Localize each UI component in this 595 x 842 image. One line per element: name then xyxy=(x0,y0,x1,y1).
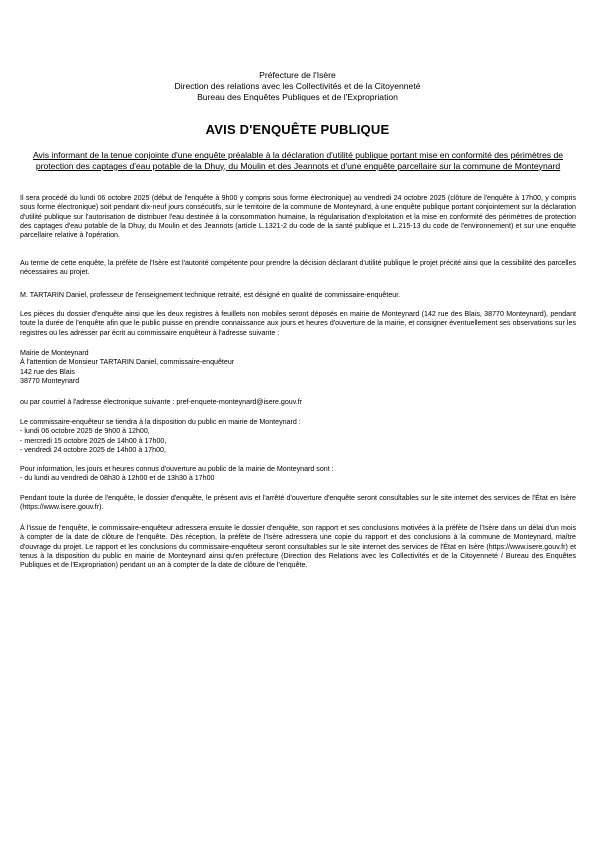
permanence-item: - lundi 06 octobre 2025 de 9h00 à 12h00, xyxy=(20,427,150,436)
notice-subtitle: Avis informant de la tenue conjointe d'une enquête préalable à la déclaration d'utilité publique portant mise en conformité des périmètres de protection des captages d'eau potable de la Dhuy, du Moulin et des Jeannots et d'une enquête parcellaire sur la commune de Monteynard xyxy=(32,150,564,171)
bureau-name: Bureau des Enquêtes Publiques et de l'Expropriation xyxy=(197,92,398,102)
paragraph-consultation: Pendant toute la durée de l'enquête, le dossier d'enquête, le présent avis et l'arrêté d'ouverture d'enquête seront consultables sur le site internet des services de l'État en Isère (https://www.isere.gouv.fr). xyxy=(20,494,576,512)
prefecture-name: Préfecture de l'Isère xyxy=(259,70,336,80)
permanences-block xyxy=(20,418,576,455)
address-line: À l'attention de Monsieur TARTARIN Daniel, commissaire-enquêteur xyxy=(20,358,235,367)
paragraph-report: À l'issue de l'enquête, le commissaire-enquêteur adressera ensuite le dossier d'enquête, son rapport et ses conclusions motivées à la préfète de l'Isère dans un délai d'un mois à compter de la date de clôture de l'enquête. Dès réception, la préfète de l'Isère adressera une copie du rapport et des conclusions à la commune de Monteynard, maître d'ouvrage du projet. Le rapport et les conclusions du commissaire-enquêteur seront consultables sur le site internet des services de l'État en Isère (https://www.isere.gouv.fr) et tenus à la disposition du public en mairie de Monteynard ainsi qu'en préfecture (Direction des Relations avec les Collectivités et de la Citoyenneté / Bureau des Enquêtes Publiques et de l'Expropriation) pendant un an à compter de la date de clôture de l'enquête. xyxy=(20,524,576,570)
address-line: 142 rue des Blais xyxy=(20,367,75,376)
permanence-item: - vendredi 24 octobre 2025 de 14h00 à 17h00, xyxy=(20,445,166,454)
header-block xyxy=(0,70,595,103)
paragraph-dossier: Les pièces du dossier d'enquête ainsi que les deux registres à feuillets non mobiles seront déposés en mairie de Monteynard (142 rue des Blais, 38770 Monteynard), pendant toute la durée de l'enquête afin que le public puisse en prendre connaissance aux jours et heures d'ouverture de la mairie, et consigner éventuellement ses observations sur les registres ou les adresser par écrit au commissaire enquêteur à l'adresse suivante : xyxy=(20,310,576,337)
direction-name: Direction des relations avec les Collectivités et de la Citoyenneté xyxy=(174,81,421,91)
opening-hours-block xyxy=(20,465,576,484)
paragraph-commissioner: M. TARTARIN Daniel, professeur de l'enseignement technique retraité, est désigné en qualité de commissaire-enquêteur. xyxy=(20,291,401,299)
postal-address xyxy=(20,349,576,386)
address-line: 38770 Monteynard xyxy=(20,376,80,385)
paragraph-procedure: Il sera procédé du lundi 06 octobre 2025 (début de l'enquête à 9h00 y compris sous forme électronique) au vendredi 24 octobre 2025 (clôture de l'enquête à 17h00, y compris sous forme électronique) soit pendant dix-neuf jours consécutifs, sur le territoire de la commune de Monteynard, à une enquête publique portant conjointement sur la déclaration d'utilité publique sur l'autorisation de distribuer l'eau destinée à la consommation humaine, la régularisation d'exploitation et la mise en conformité des périmètres de protection des captages d'eau potable de la Dhuy, du Moulin et des Jeannots (article L.1321-2 du code de la santé publique et L.215-13 du code de l'environnement) et sur une enquête parcellaire relative à l'opération. xyxy=(20,194,576,240)
page-title: AVIS D'ENQUÊTE PUBLIQUE xyxy=(205,122,390,137)
opening-hours-intro: Pour information, les jours et heures connus d'ouverture au public de la mairie de Monteynard sont : xyxy=(20,465,334,473)
paragraph-email: ou par courriel à l'adresse électronique suivante : pref-enquete-monteynard@isere.gouv.fr xyxy=(20,398,303,406)
paragraph-authority: Au terme de cette enquête, la préfète de l'Isère est l'autorité compétente pour prendre la décision déclarant d'utilité publique le projet précité ainsi que la cessibilité des parcelles nécessaires au projet. xyxy=(20,259,576,277)
address-line: Mairie de Monteynard xyxy=(20,349,89,357)
permanence-item: - mercredi 15 octobre 2025 de 14h00 à 17h00, xyxy=(20,436,167,445)
permanences-intro: Le commissaire-enquêteur se tiendra à la disposition du public en mairie de Monteynard : xyxy=(20,418,301,426)
opening-hours-line: - du lundi au vendredi de 08h30 à 12h00 et de 13h30 à 17h00 xyxy=(20,474,215,483)
